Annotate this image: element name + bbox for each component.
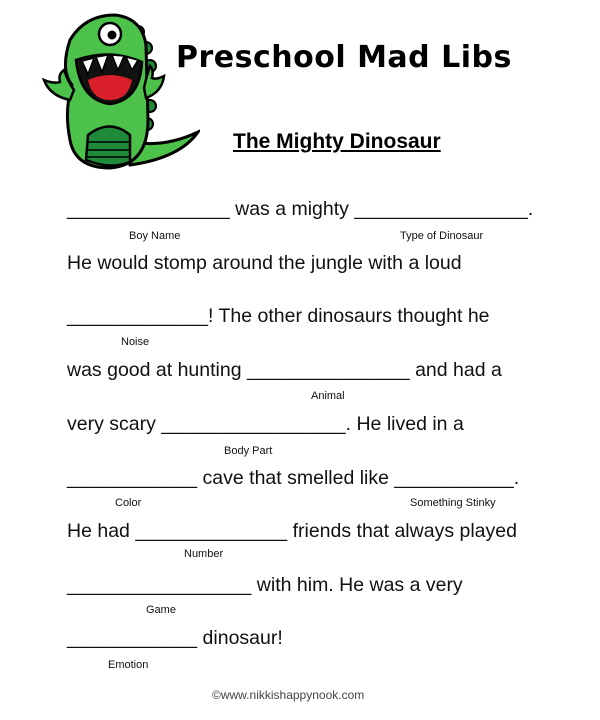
story-text: with him. He was a very: [251, 574, 463, 596]
hint-type-of-dinosaur: Type of Dinosaur: [400, 230, 484, 242]
story-text: .: [527, 198, 534, 220]
story-line-6: [67, 467, 519, 490]
story-text: dinosaur!: [197, 627, 283, 649]
story-text: very scary: [67, 413, 162, 435]
hint-noise: Noise: [121, 336, 150, 348]
story-line-5: [67, 413, 464, 436]
blank-body-part: _________________: [161, 413, 346, 435]
story-text: and had a: [409, 359, 502, 381]
blank-game: _________________: [67, 574, 252, 596]
story-text: He had: [67, 520, 136, 542]
story-line-9: [67, 627, 283, 650]
blank-number: ______________: [135, 520, 288, 542]
footer-url: www.nikkishappynook.com: [220, 688, 365, 702]
hint-game: Game: [146, 604, 176, 616]
hint-boy-name: Boy Name: [129, 230, 181, 242]
story-line-3: [67, 305, 490, 328]
story-text: was good at hunting: [67, 359, 247, 381]
story-text: .: [513, 467, 520, 489]
blank-animal: _______________: [246, 359, 410, 381]
story-title: The Mighty Dinosaur: [233, 130, 441, 153]
story-text: was a mighty: [229, 198, 355, 220]
story-text: . He lived in a: [345, 413, 464, 435]
story-line-4: [67, 359, 502, 382]
hint-animal: Animal: [311, 390, 345, 402]
page-title: Preschool Mad Libs: [176, 40, 512, 75]
blank-something-stinky: ___________: [394, 467, 514, 489]
story-line-2: [67, 252, 462, 275]
hint-color: Color: [115, 497, 142, 509]
copyright-symbol: ©: [212, 688, 221, 702]
blank-type-of-dinosaur: ________________: [354, 198, 528, 220]
hint-number: Number: [184, 548, 224, 560]
hint-body-part: Body Part: [224, 445, 273, 457]
story-line-1: [67, 198, 533, 221]
story-text: ! The other dinosaurs thought he: [208, 305, 490, 327]
story-text: cave that smelled like: [197, 467, 395, 489]
blank-boy-name: _______________: [67, 198, 230, 220]
story-line-7: [67, 520, 517, 543]
story-text: He would stomp around the jungle with a loud: [67, 252, 462, 274]
blank-noise: _____________: [67, 305, 208, 327]
blank-emotion: ____________: [67, 627, 198, 649]
story-text: friends that always played: [287, 520, 517, 542]
hint-emotion: Emotion: [108, 659, 149, 671]
hint-something-stinky: Something Stinky: [410, 497, 496, 509]
blank-color: ____________: [67, 467, 198, 489]
dinosaur-illustration: [30, 0, 200, 175]
story-line-8: [67, 574, 463, 597]
footer-credit: [212, 688, 364, 702]
